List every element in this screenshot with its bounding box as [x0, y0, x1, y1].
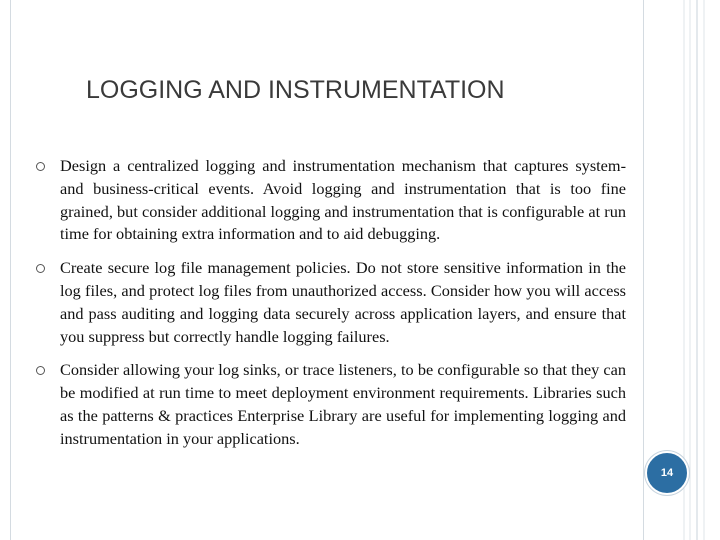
bullet-item — [36, 257, 626, 348]
decorative-side-lines — [680, 0, 720, 540]
bullet-item — [36, 359, 626, 450]
bullet-text: Create secure log file management policies. Do not store sensitive information in the log files, and protect log files from unauthorized access. Consider how you will access and pass auditing and logging data securely across application layers, and ensure that you suppress but correctly handle logging failures. — [60, 258, 626, 346]
bullet-item — [36, 155, 626, 246]
bullet-text: Consider allowing your log sinks, or trace listeners, to be configurable so that they can be modified at run time to meet deployment environment requirements. Libraries such as the patterns & practices Enterprise Library are useful for implementing logging and instrumentation in your applications. — [60, 360, 626, 448]
bullet-circle-icon — [36, 366, 45, 375]
bullet-circle-icon — [36, 264, 45, 273]
bullet-text: Design a centralized logging and instrumentation mechanism that captures system- and business-critical events. Avoid logging and instrumentation that is too fine grained, but consider additional logging and instrumentation that is configurable at run time for obtaining extra information and to aid debugging. — [60, 156, 626, 244]
bullet-circle-icon — [36, 162, 45, 171]
bullet-list — [36, 155, 626, 462]
page-number-badge: 14 — [645, 451, 689, 495]
slide-title: LOGGING AND INSTRUMENTATION — [86, 76, 505, 104]
